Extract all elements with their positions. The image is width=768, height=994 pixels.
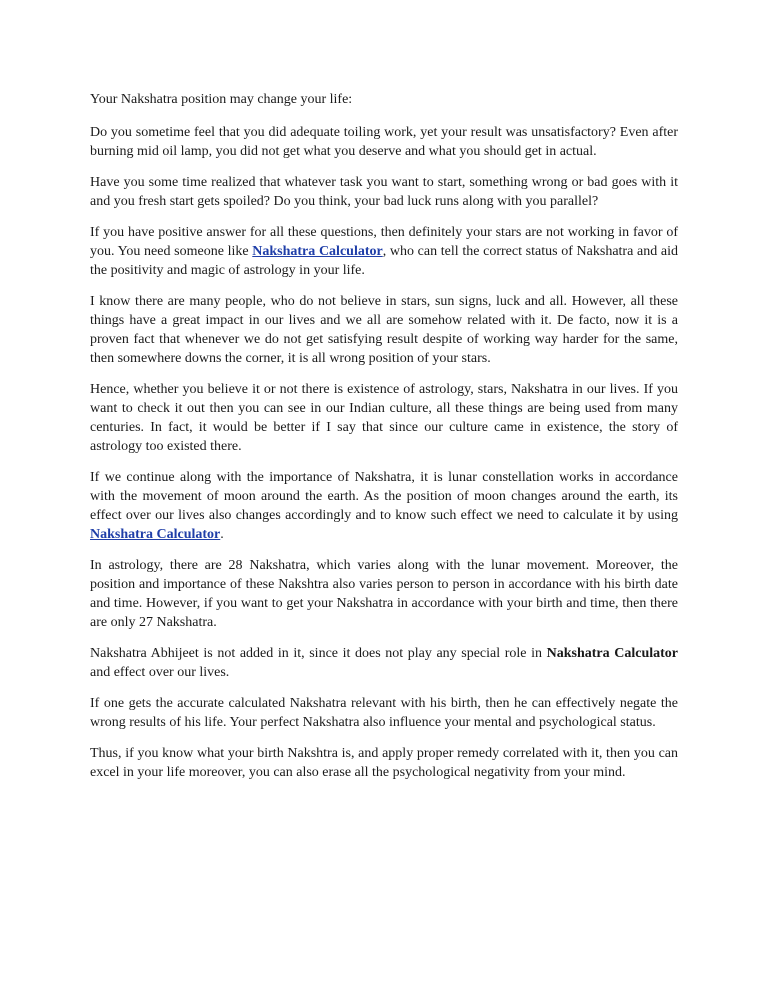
- paragraph-1: Do you sometime feel that you did adequate toiling work, yet your result was unsatisfactory? Even after burning mid oil lamp, you did not get what you deserve and what you should get in actual.: [90, 125, 678, 159]
- paragraph-9: If one gets the accurate calculated Nakshatra relevant with his birth, then he can effectively negate the wrong results of his life. Your perfect Nakshatra also influence your mental and psychological status.: [90, 696, 678, 730]
- document-page: [90, 90, 678, 794]
- paragraph-6-text-after: .: [220, 527, 224, 542]
- paragraph-6-text-before: If we continue along with the importance of Nakshatra, it is lunar constellation works in accordance with the movement of moon around the earth. As the position of moon changes around the earth, its effect over our lives also changes accordingly and to know such effect we need to calculate it by using: [90, 470, 678, 523]
- paragraph-5: Hence, whether you believe it or not there is existence of astrology, stars, Nakshatra in our lives. If you want to check it out then you can see in our Indian culture, all these things are being used from many centuries. In fact, it would be better if I say that since our culture came in existence, the story of astrology too existed there.: [90, 382, 678, 454]
- paragraph-4: I know there are many people, who do not believe in stars, sun signs, luck and all. However, all these things have a great impact in our lives and we all are somehow related with it. De facto, now it is a proven fact that whenever we do not get satisfying result despite of working way harder for the same, then somewhere downs the corner, it is all wrong position of your stars.: [90, 294, 678, 366]
- paragraph-6: [90, 468, 678, 544]
- paragraph-2: Have you some time realized that whatever task you want to start, something wrong or bad goes with it and you fresh start gets spoiled? Do you think, your bad luck runs along with you parallel?: [90, 175, 678, 209]
- paragraph-8: [90, 644, 678, 682]
- paragraph-3-text-after: , who can tell the correct status of Nakshatra and aid the positivity and magic of astrology in your life.: [90, 244, 678, 278]
- paragraph-10: Thus, if you know what your birth Nakshtra is, and apply proper remedy correlated with it, then you can excel in your life moreover, you can also erase all the psychological negativity from your mind.: [90, 746, 678, 780]
- nakshatra-calculator-link-2[interactable]: Nakshatra Calculator: [90, 527, 221, 542]
- paragraph-8-text-before: Nakshatra Abhijeet is not added in it, since it does not play any special role in: [90, 646, 547, 661]
- paragraph-8-text-after: and effect over our lives.: [90, 665, 230, 680]
- paragraph-7: In astrology, there are 28 Nakshatra, which varies along with the lunar movement. Moreover, the position and importance of these Nakshtra also varies person to person in accordance with his birth date and time. However, if you want to get your Nakshatra in accordance with your birth and time, then there are only 27 Nakshatra.: [90, 558, 678, 630]
- page-title: Your Nakshatra position may change your life:: [90, 92, 353, 107]
- nakshatra-calculator-bold-text: Nakshatra Calculator: [546, 646, 679, 661]
- paragraph-3: [90, 223, 678, 280]
- nakshatra-calculator-link[interactable]: Nakshatra Calculator: [252, 244, 383, 259]
- paragraph-3-text-before: If you have positive answer for all these questions, then definitely your stars are not working in favor of you. You need someone like: [90, 225, 678, 259]
